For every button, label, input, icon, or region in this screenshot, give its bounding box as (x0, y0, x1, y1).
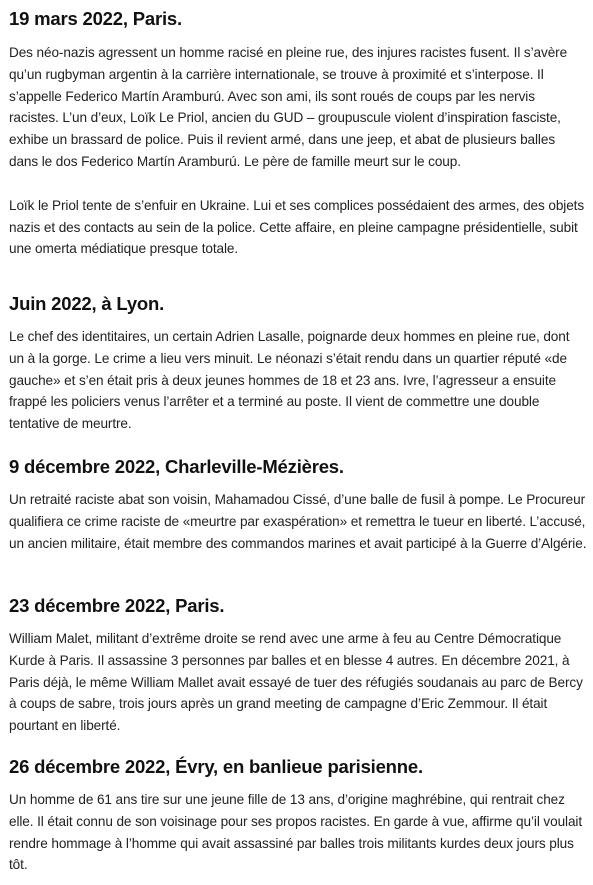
event-title: Juin 2022, à Lyon. (9, 293, 165, 314)
event-paragraph: Le chef des identitaires, un certain Adrien Lasalle, poignarde deux hommes en pleine rue, dont un à la gorge. Le crime a lieu vers minuit. Le néonazi s’était rendu dans un quartier réputé «de gauche» et s’en était pris à deux jeunes hommes de 18 et 23 ans. Ivre, l’agresseur a ensuite frappé les policiers venus l’arrêter et a terminé au poste. Il vient de commettre une double tentative de meurtre. (9, 329, 570, 432)
event-title: 19 mars 2022, Paris. (9, 8, 182, 29)
event-paragraph: Loïk le Priol tente de s’enfuir en Ukraine. Lui et ses complices possédaient des armes, des objets nazis et des contacts au sein de la police. Cette affaire, en pleine campagne présidentielle, subit une omerta médiatique presque totale. (9, 197, 585, 257)
event-section (9, 755, 587, 876)
event-section (9, 594, 587, 737)
event-section (9, 455, 587, 554)
event-paragraph: Un homme de 61 ans tire sur une jeune fille de 13 ans, d’origine maghrébine, qui rentrait chez elle. Il était connu de son voisinage pour ses propos racistes. En garde à vue, affirme qu’il voulait rendre hommage à l’homme qui avait assassiné par balles trois militants kurdes deux jours plus tôt. (9, 792, 583, 873)
event-section (9, 292, 587, 435)
event-title: 9 décembre 2022, Charleville-Mézières. (9, 456, 344, 477)
event-paragraph: Des néo-nazis agressent un homme racisé en pleine rue, des injures racistes fusent. Il s’avère qu’un rugbyman argentin à la carrière internationale, se trouve à proximité et s’interpose. Il s’appelle Federico Martín Aramburú. Avec son ami, ils sont roués de coups par les nervis racistes. L’un d’eux, Loïk Le Priol, ancien du GUD – groupuscule violent d’inspiration fasciste, exhibe un brassard de police. Puis il revient armé, dans une jeep, et abat de plusieurs balles dans le dos Federico Martín Aramburú. Le père de famille meurt sur le coup. (9, 45, 568, 169)
event-title: 26 décembre 2022, Évry, en banlieue parisienne. (9, 756, 423, 777)
event-title: 23 décembre 2022, Paris. (9, 595, 225, 616)
event-paragraph: William Malet, militant d’extrême droite se rend avec une arme à feu au Centre Démocratique Kurde à Paris. Il assassine 3 personnes par balles et en blesse 4 autres. En décembre 2021, à Paris déjà, le même William Mallet avait essayé de tuer des réfugiés soudanais au parc de Bercy à coups de sabre, trois jours après un grand meeting de campagne d’Eric Zemmour. Il était pourtant en liberté. (9, 631, 583, 734)
event-section (9, 7, 587, 260)
event-paragraph: Un retraité raciste abat son voisin, Mahamadou Cissé, d’une balle de fusil à pompe. Le Procureur qualifiera ce crime raciste de «meurtre par exaspération» et remettra le tueur en liberté. L’accusé, un ancien militaire, était membre des commandos marines et avait participé à la Guerre d’Algérie. (9, 492, 587, 551)
